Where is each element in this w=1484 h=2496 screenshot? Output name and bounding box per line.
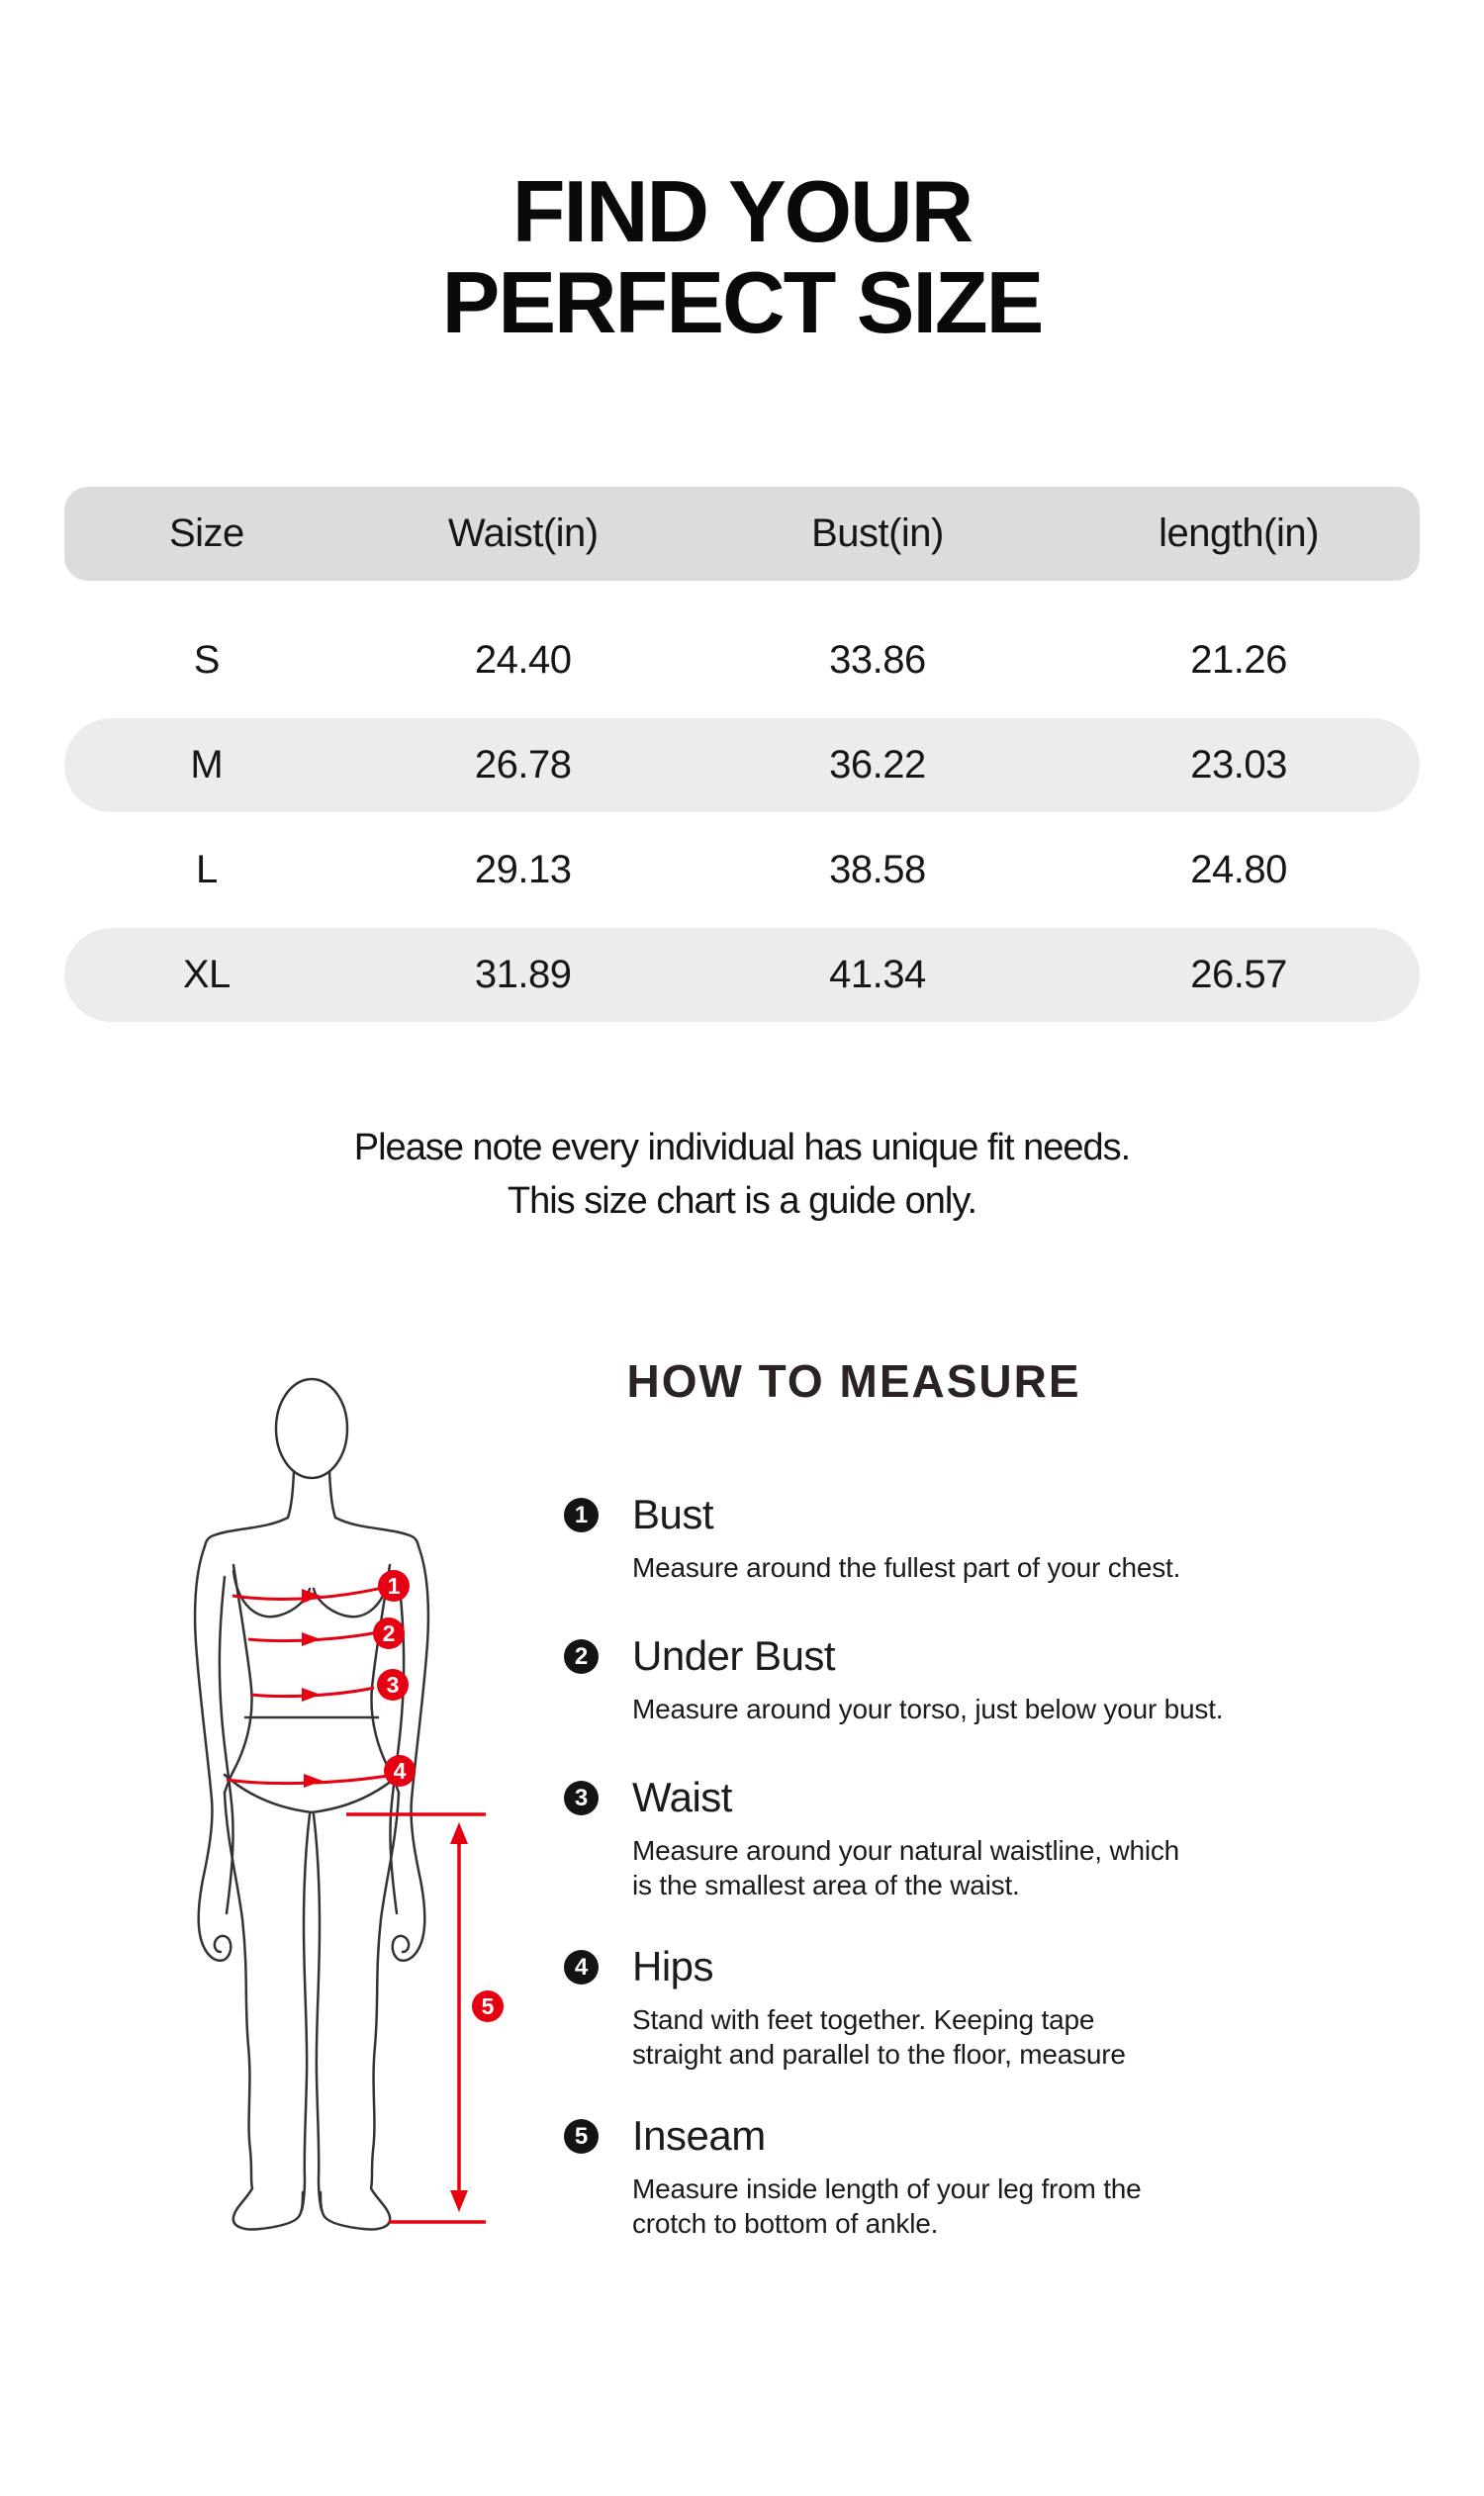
body-figure-svg — [148, 1338, 514, 2248]
figure-badge-3-num: 3 — [386, 1672, 400, 1698]
cell-length: 21.26 — [1190, 638, 1287, 682]
cell-bust: 38.58 — [829, 848, 926, 891]
page-title-line1: FIND YOUR — [511, 162, 973, 260]
measure-item-waist — [564, 1774, 1180, 1902]
header-length: length(in) — [1159, 511, 1319, 555]
measure-item-under-bust — [564, 1632, 1224, 1726]
head-outline — [276, 1379, 347, 1478]
measure-item-desc: Measure around your natural waistline, which is the smallest area of the waist. — [632, 1835, 1180, 1900]
item-number-badge: 4 — [564, 1950, 599, 1985]
measure-item-desc: Stand with feet together. Keeping tape straight and parallel to the floor, measure — [632, 2004, 1126, 2070]
cell-length: 24.80 — [1190, 848, 1287, 891]
item-number-badge: 3 — [564, 1781, 599, 1815]
cell-length: 23.03 — [1190, 743, 1287, 786]
measure-item-title: Inseam — [632, 2112, 766, 2159]
item-number-badge: 2 — [564, 1639, 599, 1674]
figure-badge-2-num: 2 — [382, 1620, 396, 1646]
inseam-down-arrow — [450, 2190, 468, 2212]
inseam-up-arrow — [450, 1822, 468, 1844]
figure-badge-5-num: 5 — [481, 1993, 495, 2019]
fit-note-line2: This size chart is a guide only. — [507, 1180, 977, 1222]
measure-item-desc: Measure inside length of your leg from the crotch to bottom of ankle. — [632, 2173, 1142, 2239]
measure-item-desc: Measure around the fullest part of your chest. — [632, 1552, 1181, 1583]
figure-badge-1-num: 1 — [387, 1573, 401, 1599]
cell-waist: 26.78 — [474, 743, 572, 786]
table-row — [64, 613, 1420, 707]
fit-note-line1: Please note every individual has unique fit needs. — [353, 1127, 1131, 1168]
bust-arrow — [302, 1589, 321, 1604]
how-to-measure-heading: HOW TO MEASURE — [626, 1355, 1081, 1407]
measurement-lines — [227, 1586, 486, 2222]
hips-arrow — [304, 1774, 323, 1788]
cell-waist: 24.40 — [474, 638, 572, 682]
body-outline — [195, 1379, 428, 2230]
fit-note — [0, 1121, 1484, 1228]
measure-item-title: Under Bust — [632, 1632, 836, 1679]
cell-waist: 29.13 — [474, 848, 572, 891]
page-title — [0, 162, 1484, 351]
cell-size: L — [195, 848, 218, 891]
cell-length: 26.57 — [1190, 953, 1287, 996]
header-bust: Bust(in) — [811, 511, 944, 555]
body-measurement-figure — [148, 1338, 514, 2248]
measure-item-bust — [564, 1491, 1181, 1585]
underbust-arrow — [302, 1632, 321, 1646]
cell-bust: 41.34 — [829, 953, 926, 996]
figure-badge-4-num: 4 — [393, 1758, 407, 1784]
table-row — [64, 928, 1420, 1022]
header-waist: Waist(in) — [447, 511, 599, 555]
cell-bust: 36.22 — [829, 743, 926, 786]
measure-item-hips — [564, 1943, 1126, 2072]
header-size: Size — [168, 511, 244, 555]
item-number-badge: 5 — [564, 2119, 599, 2154]
measure-item-desc: Measure around your torso, just below your bust. — [632, 1694, 1224, 1724]
cell-size: XL — [182, 953, 231, 996]
page-title-line2: PERFECT SIZE — [441, 253, 1043, 351]
measure-item-title: Bust — [632, 1491, 714, 1537]
cell-waist: 31.89 — [474, 953, 572, 996]
measure-item-title: Waist — [632, 1774, 732, 1820]
size-table-header — [64, 487, 1420, 581]
item-number-badge: 1 — [564, 1498, 599, 1532]
table-row — [64, 823, 1420, 917]
size-table — [64, 487, 1420, 1033]
measure-item-title: Hips — [632, 1943, 714, 1989]
table-row — [64, 718, 1420, 812]
cell-size: M — [190, 743, 224, 786]
waist-arrow — [302, 1688, 321, 1702]
measure-item-inseam — [564, 2112, 1142, 2241]
cell-bust: 33.86 — [829, 638, 926, 682]
cell-size: S — [193, 638, 220, 682]
